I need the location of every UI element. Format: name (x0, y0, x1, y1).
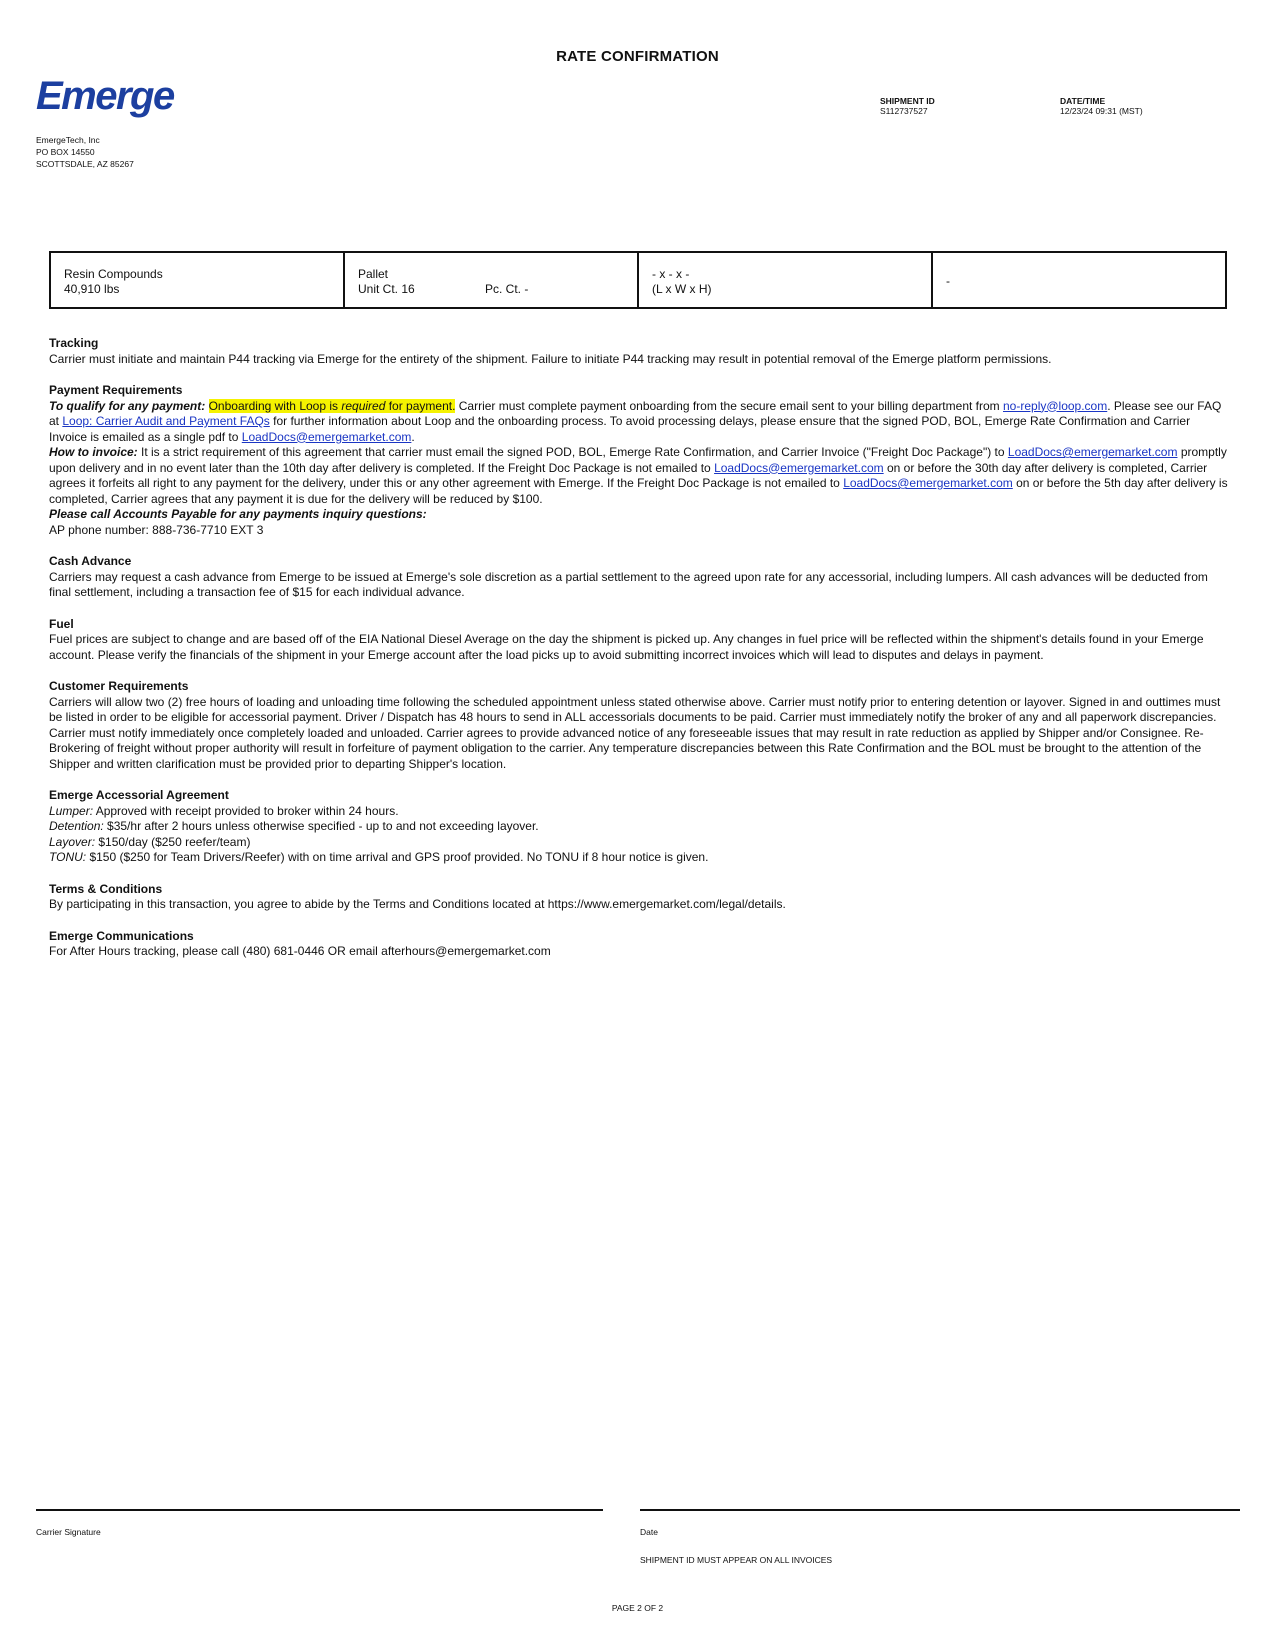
commodity-cell (51, 253, 345, 307)
shipment-id-label: SHIPMENT ID (880, 96, 935, 106)
commodity-table (49, 251, 1227, 309)
dimensions-cell (639, 253, 933, 307)
dimensions-value: - x - x - (652, 267, 690, 281)
fuel-section (49, 617, 1229, 664)
communications-text: For After Hours tracking, please call (480) 681-0446 OR email afterhours@emergemarket.com (49, 944, 551, 958)
payment-qualify-paragraph (49, 399, 1229, 446)
terms-text: By participating in this transaction, you agree to abide by the Terms and Conditions located at https://www.emergemarket.com/legal/details. (49, 897, 786, 911)
invoice-label: How to invoice: (49, 445, 138, 459)
invoice-text-1: It is a strict requirement of this agreement that carrier must email the signed POD, BOL, Emerge Rate Confirmation, and Carrier Invoice ("Freight Doc Package") to (137, 445, 1008, 459)
unit-count: Unit Ct. 16 (358, 282, 415, 296)
tracking-section (49, 336, 1229, 367)
customer-requirements-title: Customer Requirements (49, 679, 189, 693)
carrier-signature-label: Carrier Signature (36, 1527, 101, 1537)
extra-cell (933, 253, 1225, 307)
packaging-type: Pallet (358, 267, 389, 281)
page-number: PAGE 2 OF 2 (611, 1603, 664, 1613)
accessorial-item (49, 819, 1229, 835)
loaddocs-email-link[interactable]: LoadDocs@emergemarket.com (241, 429, 412, 444)
cash-advance-section (49, 554, 1229, 601)
accessorial-label: Layover: (49, 834, 96, 849)
datetime-value: 12/23/24 09:31 (MST) (1060, 106, 1143, 116)
cash-advance-text: Carriers may request a cash advance from Emerge to be issued at Emerge's sole discretion as a partial settlement to the agreed upon rate for any accessorial, including lumpers. All cash advances will be deducted from final settlement, including a transaction fee of $15 for each individual advance. (49, 569, 1208, 599)
loop-faq-link[interactable]: Loop: Carrier Audit and Payment FAQs (62, 414, 270, 428)
extra-value: - (946, 274, 950, 288)
payment-title: Payment Requirements (49, 383, 183, 397)
ap-call-note: Please call Accounts Payable for any payments inquiry questions: (49, 507, 427, 521)
customer-requirements-text: Carriers will allow two (2) free hours of loading and unloading time following the scheduled appointment unless stated otherwise above. Carrier must notify prior to entering detention or layover. Signed in and outtimes must be listed in order to be eligible for accessorial payment. Driver / Dispatch has 48 hours to send in ALL accessorials documents to be paid. Carrier must immediately notify the broker of any and all paperwork discrepancies. Carrier must notify immediately once completely loaded and unloaded. Carrier agrees to provide advanced notice of any foreseeable issues that may result in rate reduction as applied by Shipper and/or Consignee. Re-Brokering of freight without proper authority will result in forfeiture of payment obligation to the carrier. Any temperature discrepancies between this Rate Confirmation and the BOL must be brought to the attention of the Shipper and written clarification must be provided prior to departing Shipper's location. (49, 694, 1221, 771)
accessorial-text: $35/hr after 2 hours unless otherwise specified - up to and not exceeding layover. (103, 819, 539, 833)
company-name: EmergeTech, Inc (36, 135, 100, 145)
date-label: Date (640, 1527, 658, 1537)
communications-title: Emerge Communications (49, 928, 194, 943)
cash-advance-title: Cash Advance (49, 554, 132, 568)
accessorial-item (49, 804, 1229, 820)
loaddocs-email-link[interactable]: LoadDocs@emergemarket.com (843, 476, 1013, 490)
invoice-text-3: on or before the 30th day after delivery is completed, Carrier agrees it forfeits all right to any payment for the delivery, under this or any other agreement with Emerge. If the Freight Doc Package is not emailed to (49, 460, 1208, 490)
commodity-description: Resin Compounds (64, 267, 163, 281)
datetime-label: DATE/TIME (1060, 96, 1106, 106)
emerge-logo: Emerge (36, 74, 174, 118)
accessorial-item (49, 850, 1229, 866)
document-title: RATE CONFIRMATION (556, 48, 719, 65)
accessorial-section (49, 788, 1229, 866)
tracking-title: Tracking (49, 336, 99, 350)
qualify-period: . (411, 429, 415, 444)
carrier-signature-line (36, 1509, 603, 1511)
highlight-text-2: for payment. (385, 398, 456, 413)
highlight-required: required (341, 398, 386, 413)
dimensions-label: (L x W x H) (652, 282, 712, 296)
date-signature-line (640, 1509, 1240, 1511)
payment-invoice-paragraph (49, 445, 1229, 507)
terms-section (49, 882, 1229, 913)
terms-content (49, 336, 1229, 976)
fuel-title: Fuel (49, 616, 74, 631)
terms-title: Terms & Conditions (49, 881, 163, 896)
tracking-text: Carrier must initiate and maintain P44 tracking via Emerge for the entirety of the shipment. Failure to initiate P44 tracking may result in potential removal of the Emerge platform permissions. (49, 351, 1052, 366)
commodity-weight: 40,910 lbs (64, 282, 120, 296)
company-address (36, 134, 134, 170)
accessorial-item (49, 835, 1229, 851)
loop-onboarding-highlight (209, 399, 456, 413)
piece-count: Pc. Ct. - (485, 282, 529, 296)
accessorial-label: TONU: (49, 850, 87, 864)
invoice-text-2: promptly upon delivery and in no event later than the 10th day after delivery is completed. If the Freight Doc Package is not emailed to (49, 445, 1227, 475)
invoice-note: SHIPMENT ID MUST APPEAR ON ALL INVOICES (640, 1555, 833, 1565)
customer-requirements-section (49, 679, 1229, 772)
accessorial-text: $150/day ($250 reefer/team) (95, 834, 251, 849)
ap-phone: AP phone number: 888-736-7710 EXT 3 (49, 522, 264, 537)
qualify-text-2: . Please see our FAQ at (49, 398, 1222, 428)
accessorial-label: Lumper: (49, 803, 94, 818)
loop-email-link[interactable]: no-reply@loop.com (1003, 398, 1108, 413)
invoice-text-4: on or before the 5th day after delivery is completed, Carrier agrees that any payment it is due for the delivery will be reduced by $100. (49, 476, 1228, 506)
fuel-text: Fuel prices are subject to change and are based off of the EIA National Diesel Average on the day the shipment is picked up. Any changes in fuel price will be reflected within the shipment's details found in your Emerge account. Please verify the financials of the shipment in your Emerge account after the load picks up to avoid submitting incorrect invoices which will lead to disputes and delays in payment. (49, 632, 1204, 662)
accessorial-text: Approved with receipt provided to broker within 24 hours. (93, 803, 399, 818)
accessorial-title: Emerge Accessorial Agreement (49, 788, 229, 802)
company-address-line1: PO BOX 14550 (36, 147, 95, 157)
qualify-text-1: Carrier must complete payment onboarding from the secure email sent to your billing department from (455, 398, 1003, 413)
datetime-block (1060, 96, 1143, 116)
highlight-text-1: Onboarding with Loop is (208, 398, 342, 413)
accessorial-text: $150 ($250 for Team Drivers/Reefer) with on time arrival and GPS proof provided. No TONU if 8 hour notice is given. (86, 850, 709, 864)
qualify-text-3: for further information about Loop and the onboarding process. To avoid processing delays, please ensure that the signed POD, BOL, Emerge Rate Confirmation and Carrier Invoice is emailed as a single pdf to (49, 414, 1191, 444)
packaging-cell (345, 253, 639, 307)
payment-section (49, 383, 1229, 538)
qualify-label: To qualify for any payment: (49, 398, 206, 413)
shipment-id-value: S112737527 (880, 106, 928, 116)
communications-section (49, 929, 1229, 960)
accessorial-label: Detention: (49, 819, 104, 833)
loaddocs-email-link[interactable]: LoadDocs@emergemarket.com (714, 460, 884, 475)
shipment-id-block (880, 96, 935, 116)
loaddocs-email-link[interactable]: LoadDocs@emergemarket.com (1007, 445, 1178, 459)
company-address-line2: SCOTTSDALE, AZ 85267 (36, 159, 134, 169)
